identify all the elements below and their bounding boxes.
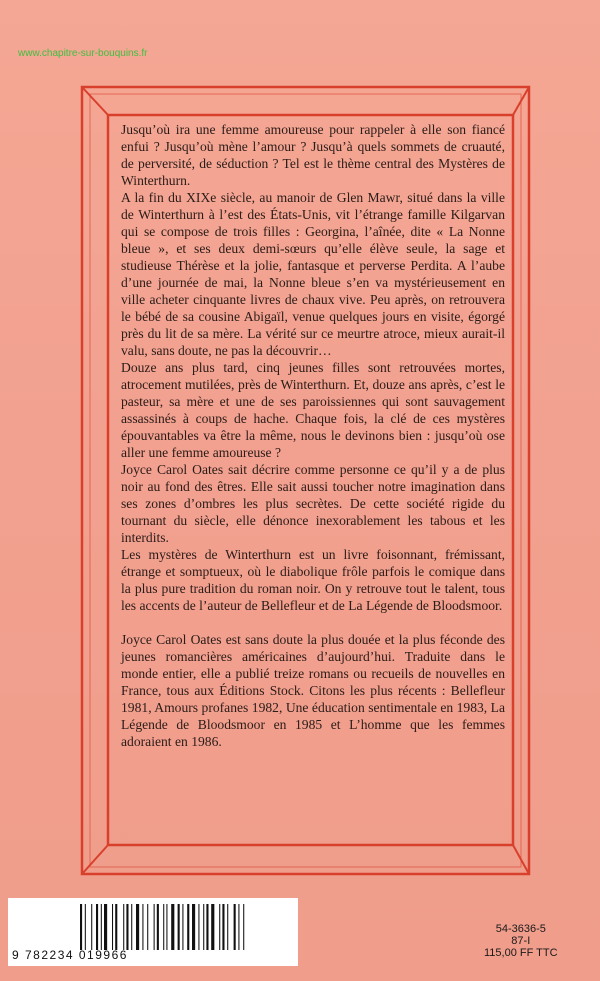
paragraph-author-bio: Joyce Carol Oates est sans doute la plus douée et la plus féconde des jeunes romancières américaines d’aujourd’hui. Traduite dans le monde entier, elle a publié treize romans ou recueils de nouvelles en France, tous aux Éditions Stock. Citons les plus récents : Bellefleur 1981, Amours profanes 1982, Une éducation sentimentale en 1983, La Légende de Bloodsmoor en 1985 et L’homme que les femmes adoraient en 1986. bbox=[121, 632, 505, 749]
num-code: 87-I bbox=[511, 935, 531, 947]
barcode-area bbox=[8, 898, 298, 966]
ref-code: 54-3636-5 bbox=[495, 923, 546, 935]
paragraph-plot: A la fin du XIXe siècle, au manoir de Glen Mawr, situé dans la ville de Winterthurn à l’est des États-Unis, vit l’étrange famille Kilgarvan qui se compose de trois filles : Georgina, l’aînée, dite « La Nonne bleue », et ses deux demi-sœurs qu’elle élève seule, la sage et studieuse Thérèse et la jolie, fantasque et perverse Perdita. A l’aube d’une journée de mai, la Nonne bleue s’en va mystérieusement en ville acheter cinquante livres de chaux vive. Peu après, on retrouvera le bébé de sa cousine Abigaïl, venue quelques jours en visite, égorgé près du lit de sa mère. La vérité sur ce meurtre atroce, mieux aurait-il valu, sans doute, ne pas la découvrir… bbox=[121, 190, 505, 358]
watermark: www.chapitre-sur-bouquins.fr bbox=[18, 48, 148, 59]
catalog-codes bbox=[484, 923, 558, 959]
isbn-digits: 9 782234 019966 bbox=[12, 948, 128, 962]
blurb-text bbox=[121, 121, 505, 750]
paragraph-book-summary: Les mystères de Winterthurn est un livre foisonnant, frémissant, étrange et somptueux, où le diabolique frôle parfois le comique dans la plus pure tradition du roman noir. On y retrouve tout le talent, tous les accents de l’auteur de Bellefleur et de La Légende de Bloodsmoor. bbox=[121, 547, 505, 613]
paragraph-intro: Jusqu’où ira une femme amoureuse pour rappeler à elle son fiancé enfui ? Jusqu’où mène l’amour ? Jusqu’à quels sommets de cruauté, de perversité, de séduction ? Tel est le thème central des Mystères de Winterthurn. bbox=[121, 122, 505, 188]
price: 115,00 FF TTC bbox=[484, 947, 558, 959]
paragraph-author-style: Joyce Carol Oates sait décrire comme personne ce qu’il y a de plus noir au fond des êtres. Elle sait aussi toucher notre imagination dans ses zones d’ombres les plus secrètes. De cette société rigide du tournant du siècle, elle dénonce inexorablement les tabous et les interdits. bbox=[121, 462, 505, 545]
paragraph-murders: Douze ans plus tard, cinq jeunes filles sont retrouvées mortes, atrocement mutilées, près de Winterthurn. Et, douze ans après, c’est le pasteur, sa mère et une de ses paroissiennes qui sont sauvagement assassinés à coups de hache. Chaque fois, la clé de ces mystères épouvantables va être la même, nous le devinons bien : jusqu’où ose aller une femme amoureuse ? bbox=[121, 360, 505, 460]
barcode-icon bbox=[80, 904, 290, 950]
